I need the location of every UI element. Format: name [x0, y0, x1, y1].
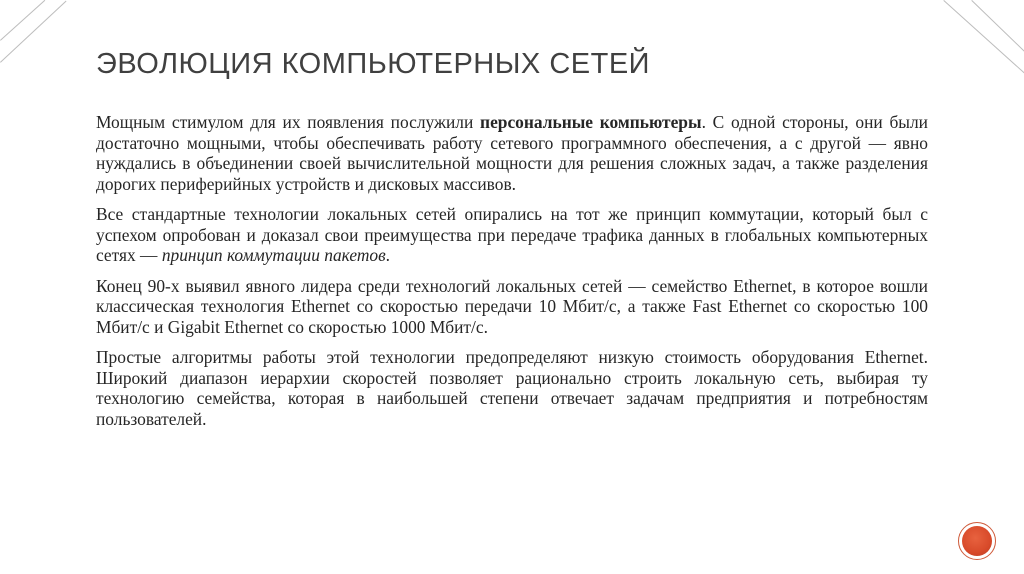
paragraph-1-bold-term: персональные компьютеры	[480, 112, 702, 132]
paragraph-2-text-start: Все стандартные технологии локальных сетей опирались на тот же принцип коммутации, который был с успехом опробован и доказал свои преимущества при передаче трафика данных в глобальных компьютерных сетях —	[96, 204, 928, 265]
paragraph-2	[96, 204, 928, 266]
corner-decor-line-1	[0, 0, 45, 41]
paragraph-1-text-end: . С одной стороны, они были достаточно мощными, чтобы обеспечивать работу сетевого программного обеспечения, а с другой — явно нуждались в объединении своей вычислительной мощности для решения сложных задач, а также разделения дорогих периферийных устройств и дисковых массивов.	[96, 112, 928, 194]
paragraph-1	[96, 112, 928, 194]
orange-circle-fill	[962, 526, 992, 556]
paragraph-4: Простые алгоритмы работы этой технологии предопределяют низкую стоимость оборудования Ethernet. Широкий диапазон иерархии скоростей позволяет рационально строить локальную сеть, выбирая ту технологию семейства, которая в наибольшей степени отвечает задачам предприятия и потребностям пользователей.	[96, 347, 928, 429]
orange-circle-icon[interactable]	[958, 522, 996, 560]
paragraph-2-italic-term: принцип коммутации пакетов	[161, 245, 386, 265]
paragraph-3: Конец 90-х выявил явного лидера среди технологий локальных сетей — семейство Ethernet, в которое вошли классическая технология Ethernet со скоростью передачи 10 Мбит/с, а также Fast Ethernet со скоростью 100 Мбит/с и Gigabit Ethernet со скоростью 1000 Мбит/с.	[96, 275, 928, 337]
paragraph-2-text-end: .	[385, 245, 391, 265]
slide-body	[96, 112, 928, 439]
slide-title: ЭВОЛЮЦИЯ КОМПЬЮТЕРНЫХ СЕТЕЙ	[96, 48, 651, 80]
paragraph-1-text-start: Мощным стимулом для их появления послужили	[96, 112, 481, 132]
